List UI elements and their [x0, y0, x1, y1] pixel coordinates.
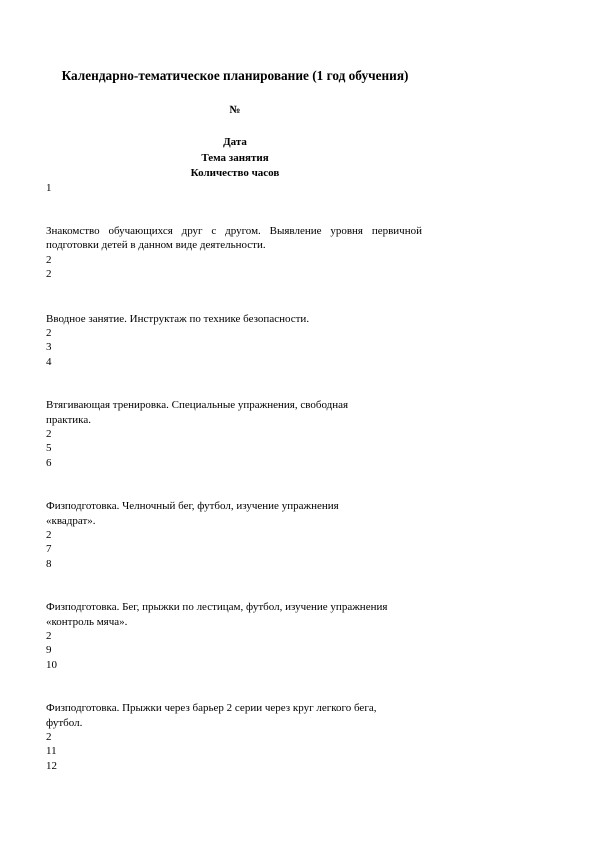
hours-value: 2	[46, 529, 52, 541]
topic-line: Вводное занятие. Инструктаж по технике безопасности.	[46, 313, 310, 325]
topic-line: Втягивающая тренировка. Специальные упражнения, свободная	[46, 399, 349, 411]
hours-value: 2	[46, 428, 52, 440]
topic-line: «контроль мяча».	[46, 616, 128, 628]
hours-value: 2	[46, 630, 52, 642]
row-number: 5	[46, 442, 52, 454]
page-title: Календарно-тематическое планирование (1 год обучения)	[61, 68, 409, 83]
hours-value: 2	[46, 254, 52, 266]
row-number: 1	[46, 182, 52, 194]
row-number: 7	[46, 543, 52, 555]
row-number: 4	[46, 356, 52, 368]
header-number: №	[229, 104, 241, 116]
row-number: 12	[46, 760, 57, 772]
row-number: 11	[46, 745, 57, 757]
header-topic: Тема занятия	[201, 152, 269, 164]
topic-line: «квадрат».	[46, 515, 96, 527]
row-number: 3	[46, 341, 52, 353]
row-number: 10	[46, 659, 57, 671]
row-number: 2	[46, 268, 52, 280]
header-date: Дата	[223, 136, 247, 148]
topic-line: подготовки детей в данном виде деятельности.	[46, 239, 266, 251]
topic-line: футбол.	[46, 717, 83, 729]
row-number: 8	[46, 558, 52, 570]
header-hours: Количество часов	[190, 167, 280, 179]
topic-line: Физподготовка. Челночный бег, футбол, изучение упражнения	[46, 500, 339, 512]
topic-line: Физподготовка. Бег, прыжки по лестицам, футбол, изучение упражнения	[46, 601, 388, 613]
hours-value: 2	[46, 327, 52, 339]
topic-line: Физподготовка. Прыжки через барьер 2 серии через круг легкого бега,	[46, 702, 377, 714]
row-number: 9	[46, 644, 52, 656]
topic-line: Знакомство обучающихся друг с другом. Выявление уровня первичной	[46, 225, 422, 237]
row-number: 6	[46, 457, 52, 469]
hours-value: 2	[46, 731, 52, 743]
topic-line: практика.	[46, 414, 91, 426]
